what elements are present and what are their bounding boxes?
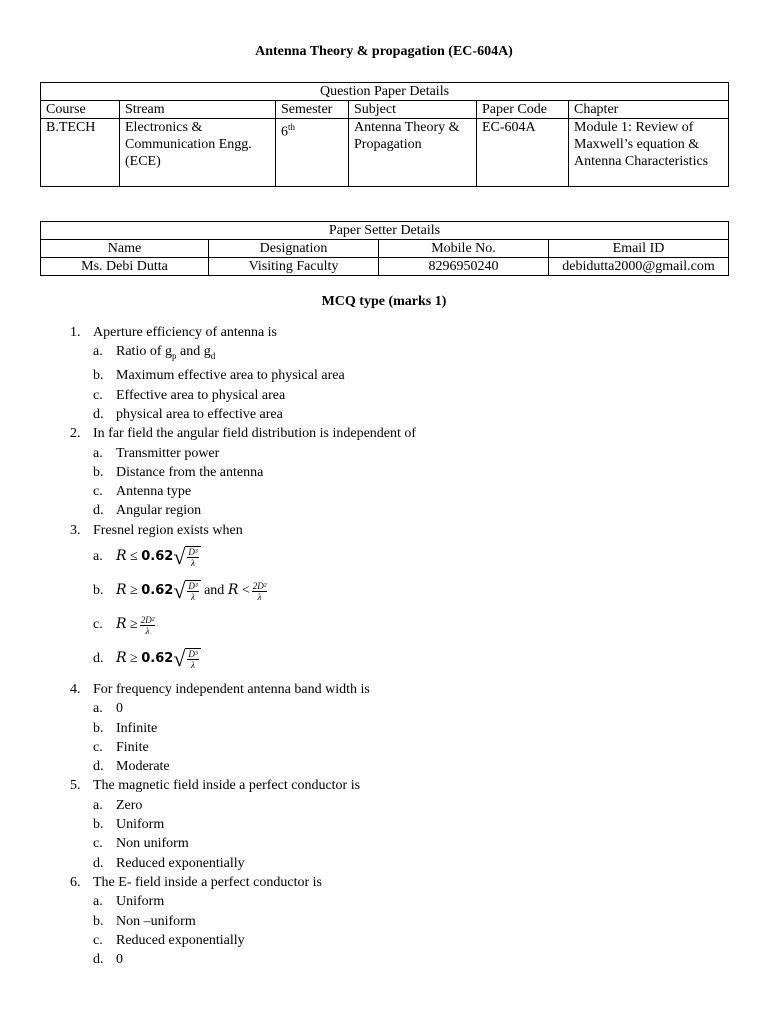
option: c. Finite: [93, 739, 149, 755]
option: a. Ratio of $g_p$ and $g_d$: [93, 344, 216, 362]
option: b. Non –uniform: [93, 913, 196, 929]
question-5: 5. The magnetic field inside a perfect conductor is: [70, 778, 361, 794]
header-subject: Subject: [349, 101, 477, 119]
header-paper-code: Paper Code: [477, 101, 569, 119]
math-option-a: a. R ≤ 0.62 √ $\frac{\text{D³}}{\lambda}$: [93, 540, 730, 574]
question-2: 2. In far field the angular field distribution is independent of: [70, 426, 417, 442]
option: c. Reduced exponentially: [93, 932, 245, 948]
paper-code-value: EC-604A: [477, 119, 569, 187]
option: d. Angular region: [93, 503, 202, 519]
question-paper-table: [40, 82, 729, 187]
question-4: 4. For frequency independent antenna band width is: [70, 682, 370, 697]
header-name: Name: [41, 240, 209, 258]
option: b. Infinite: [93, 720, 158, 736]
header-chapter: Chapter: [569, 101, 729, 119]
header-course: Course: [41, 101, 120, 119]
option: b. Uniform: [93, 817, 165, 833]
setter-email[interactable]: debidutta2000@gmail.com: [549, 258, 729, 276]
question-1: 1. Aperture efficiency of antenna is: [70, 325, 277, 340]
semester-value: 6th: [276, 119, 349, 187]
setter-designation: Visiting Faculty: [209, 258, 379, 276]
option: a. 0: [93, 701, 123, 717]
option: c. Antenna type: [93, 484, 192, 500]
question-3-options: [70, 540, 730, 676]
question-paper-caption: Question Paper Details: [41, 83, 729, 101]
question-3: 3. Fresnel region exists when: [70, 522, 243, 538]
chapter-value: Module 1: Review of Maxwell’s equation & Antenna Characteristics: [569, 119, 729, 187]
option: a. Zero: [93, 797, 143, 813]
setter-name: Ms. Debi Dutta: [41, 258, 209, 276]
subject-value: Antenna Theory & Propagation: [349, 119, 477, 187]
option: c. Effective area to physical area: [93, 387, 286, 403]
header-semester: Semester: [276, 101, 349, 119]
questions-block-1-2: [70, 323, 730, 540]
question-6: 6. The E- field inside a perfect conductor is: [70, 874, 322, 890]
header-email: Email ID: [549, 240, 729, 258]
stream-value: Electronics & Communication Engg. (ECE): [120, 119, 276, 187]
math-option-b: b. R ≥ 0.62 √ $\frac{\text{D³}}{\lambda}$ and R < $\frac{\text{2D²}}{\lambda}$: [93, 578, 267, 603]
paper-setter-caption: Paper Setter Details: [41, 222, 729, 240]
math-option-c: c. R ≥ $\frac{\text{2D²}}{\lambda}$: [93, 614, 155, 636]
option: d. Reduced exponentially: [93, 855, 245, 871]
header-designation: Designation: [209, 240, 379, 258]
option: c. Non uniform: [93, 836, 189, 852]
questions-block-4-6: [70, 680, 730, 969]
option: b. Maximum effective area to physical area: [93, 368, 345, 384]
course-value: B.TECH: [41, 119, 120, 187]
option: d. 0: [93, 952, 123, 968]
mcq-section-title: MCQ type (marks 1): [321, 294, 447, 309]
math-option-d: d. R ≥ 0.62 √ $\frac{\text{D³}}{\lambda}$: [93, 642, 730, 676]
header-mobile: Mobile No.: [379, 240, 549, 258]
setter-mobile: 8296950240: [379, 258, 549, 276]
option: d. Moderate: [93, 759, 170, 775]
option: d. physical area to effective area: [93, 406, 283, 422]
option: a. Uniform: [93, 894, 165, 910]
option: a. Transmitter power: [93, 445, 220, 461]
paper-setter-table: [40, 221, 729, 276]
document-title: Antenna Theory & propagation (EC-604A): [255, 44, 513, 59]
header-stream: Stream: [120, 101, 276, 119]
option: b. Distance from the antenna: [93, 464, 264, 480]
